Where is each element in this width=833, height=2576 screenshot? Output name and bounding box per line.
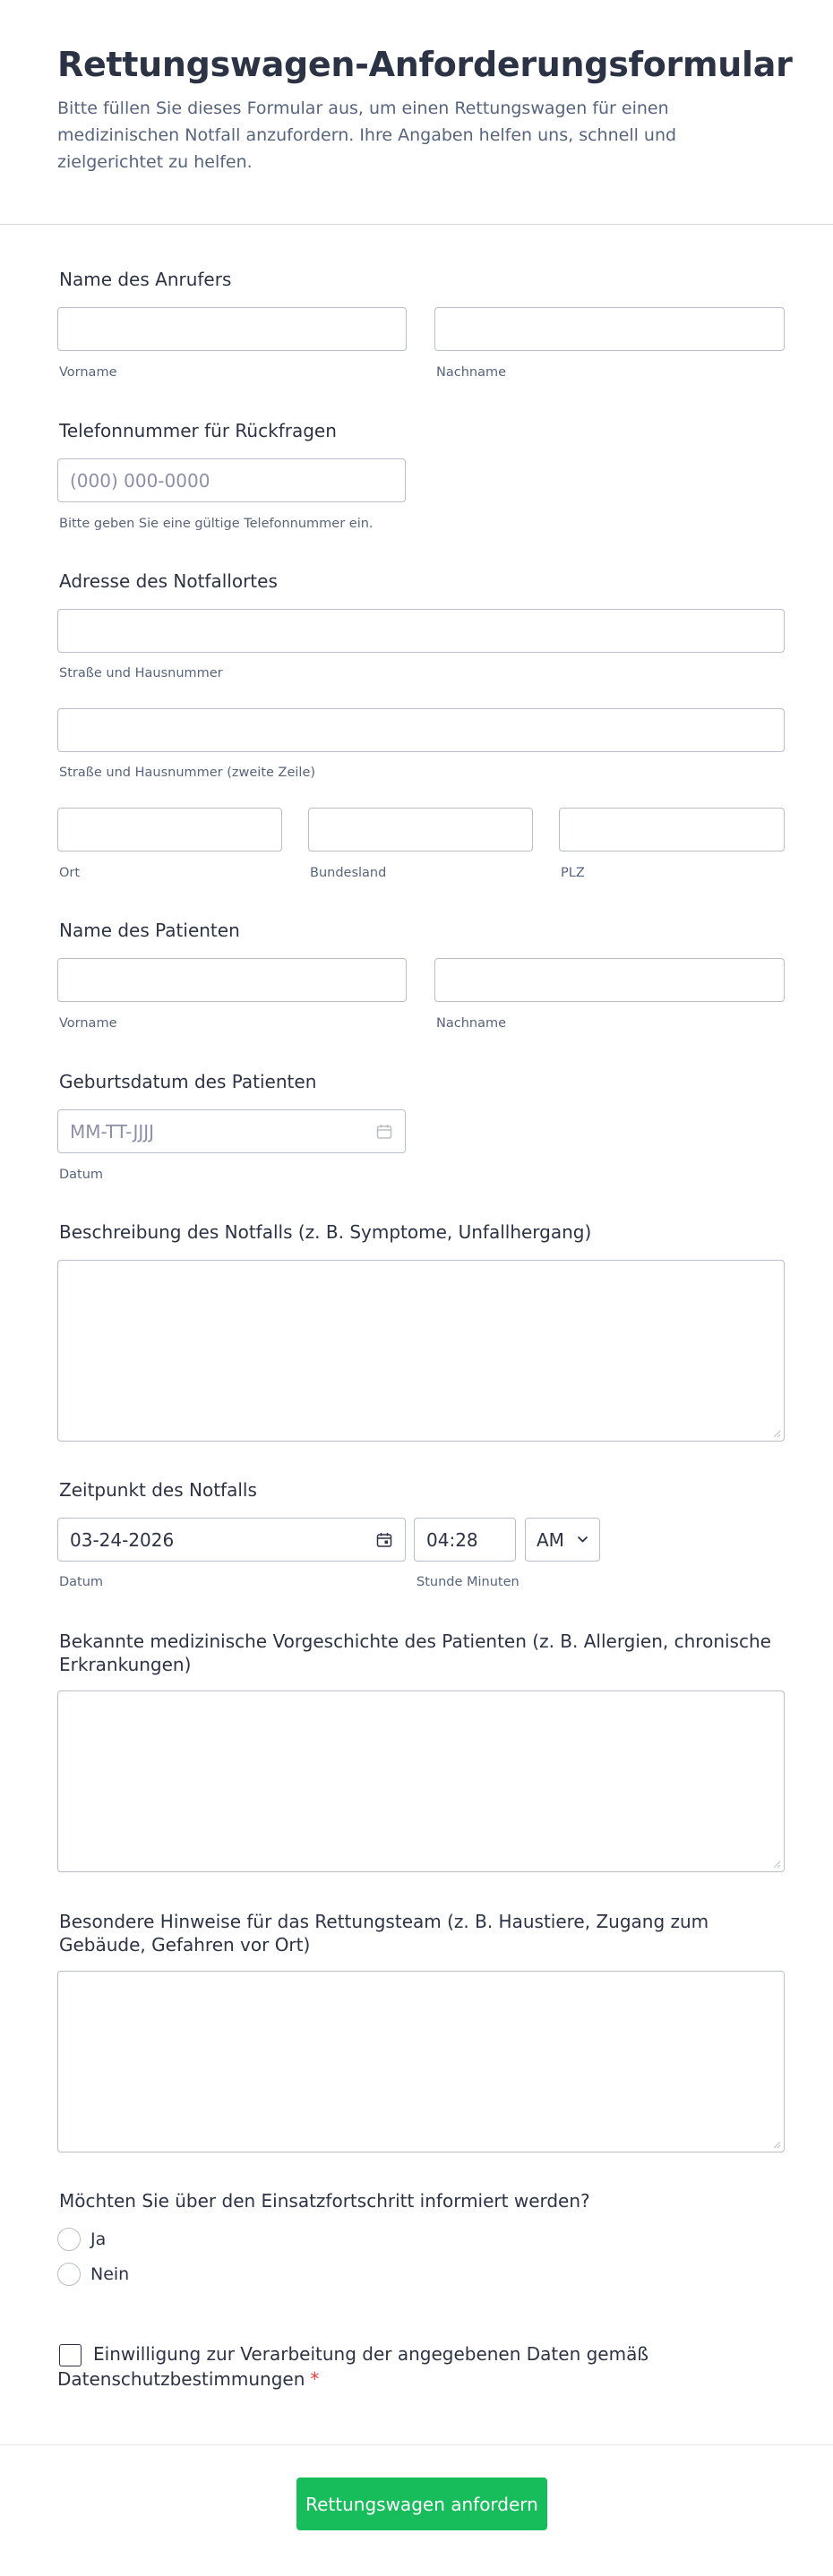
city-input[interactable] [57, 808, 282, 852]
updates-label: Möchten Sie über den Einsatzfortschritt informiert werden? [59, 2190, 590, 2212]
form-subtitle: Bitte füllen Sie dieses Formular aus, um einen Rettungswagen für einen medizinischen Notfall anzufordern. Ihre Angaben helfen uns, schnell und zielgerichtet zu helfen. [57, 98, 677, 172]
emergency-time-sublabel: Stunde Minuten [416, 1575, 520, 1589]
resize-handle-icon[interactable] [772, 1429, 781, 1438]
address-label: Adresse des Notfallortes [59, 570, 278, 592]
emergency-time-label: Zeitpunkt des Notfalls [59, 1479, 257, 1501]
resize-handle-icon[interactable] [772, 2140, 781, 2149]
resize-handle-icon[interactable] [772, 1860, 781, 1869]
special-notes-label: Besondere Hinweise für das Rettungsteam (z. B. Haustiere, Zugang zum Gebäude, Gefahren vor Ort) [59, 1911, 709, 1956]
required-mark: * [310, 2368, 320, 2390]
calendar-icon[interactable] [376, 1124, 392, 1140]
state-sublabel: Bundesland [310, 866, 387, 880]
form-title: Rettungswagen-Anforderungsformular [57, 45, 793, 84]
caller-first-name-sublabel: Vorname [59, 365, 117, 380]
description-textarea[interactable] [57, 1260, 785, 1442]
phone-hint: Bitte geben Sie eine gültige Telefonnummer ein. [59, 517, 374, 531]
radio-option-label: Ja [90, 2229, 107, 2249]
radio-option-label: Nein [90, 2264, 130, 2284]
emergency-time-value: 04:28 [426, 1528, 478, 1551]
street-input[interactable] [57, 609, 785, 653]
caller-last-name-sublabel: Nachname [436, 365, 507, 380]
birthdate-input[interactable] [57, 1109, 406, 1153]
consent-text: Einwilligung zur Verarbeitung der angegebenen Daten gemäß Datenschutzbestimmungen [57, 2343, 648, 2390]
emergency-date-sublabel: Datum [59, 1575, 104, 1589]
birthdate-placeholder: MM-TT-JJJJ [70, 1120, 155, 1143]
radio-option-ja[interactable] [57, 2228, 106, 2251]
ampm-value: AM [537, 1528, 564, 1551]
patient-last-name-sublabel: Nachname [436, 1016, 507, 1031]
consent-label [57, 2341, 702, 2392]
caller-name-label: Name des Anrufers [59, 269, 232, 290]
calendar-icon[interactable] [376, 1532, 392, 1548]
patient-name-label: Name des Patienten [59, 920, 240, 941]
radio-option-nein[interactable] [57, 2263, 129, 2286]
submit-button[interactable]: Rettungswagen anfordern [296, 2478, 547, 2530]
emergency-time-input[interactable] [414, 1518, 516, 1562]
phone-input[interactable] [57, 458, 406, 502]
zip-input[interactable] [559, 808, 785, 852]
radio-button[interactable] [57, 2263, 81, 2286]
street-sublabel: Straße und Hausnummer [59, 666, 223, 680]
footer-divider [0, 2444, 833, 2445]
caller-first-name-input[interactable] [57, 307, 407, 351]
patient-first-name-sublabel: Vorname [59, 1016, 117, 1031]
emergency-date-value: 03-24-2026 [70, 1528, 175, 1551]
form-header [0, 0, 833, 225]
state-input[interactable] [308, 808, 533, 852]
special-notes-textarea[interactable] [57, 1971, 785, 2152]
patient-last-name-input[interactable] [434, 958, 785, 1002]
description-label: Beschreibung des Notfalls (z. B. Symptome, Unfallhergang) [59, 1221, 592, 1243]
ampm-select[interactable] [525, 1518, 600, 1562]
emergency-date-input[interactable] [57, 1518, 406, 1562]
chevron-down-icon [577, 1536, 588, 1544]
street-line2-input[interactable] [57, 708, 785, 752]
phone-placeholder: (000) 000-0000 [70, 469, 210, 492]
patient-first-name-input[interactable] [57, 958, 407, 1002]
city-sublabel: Ort [59, 866, 81, 880]
caller-last-name-input[interactable] [434, 307, 785, 351]
zip-sublabel: PLZ [561, 866, 585, 880]
birthdate-label: Geburtsdatum des Patienten [59, 1071, 317, 1092]
radio-button[interactable] [57, 2228, 81, 2251]
medical-history-textarea[interactable] [57, 1690, 785, 1872]
medical-history-label: Bekannte medizinische Vorgeschichte des Patienten (z. B. Allergien, chronische Erkrankungen) [59, 1630, 771, 1675]
birthdate-sublabel: Datum [59, 1168, 104, 1182]
phone-label: Telefonnummer für Rückfragen [59, 420, 337, 441]
street-line2-sublabel: Straße und Hausnummer (zweite Zeile) [59, 766, 316, 780]
